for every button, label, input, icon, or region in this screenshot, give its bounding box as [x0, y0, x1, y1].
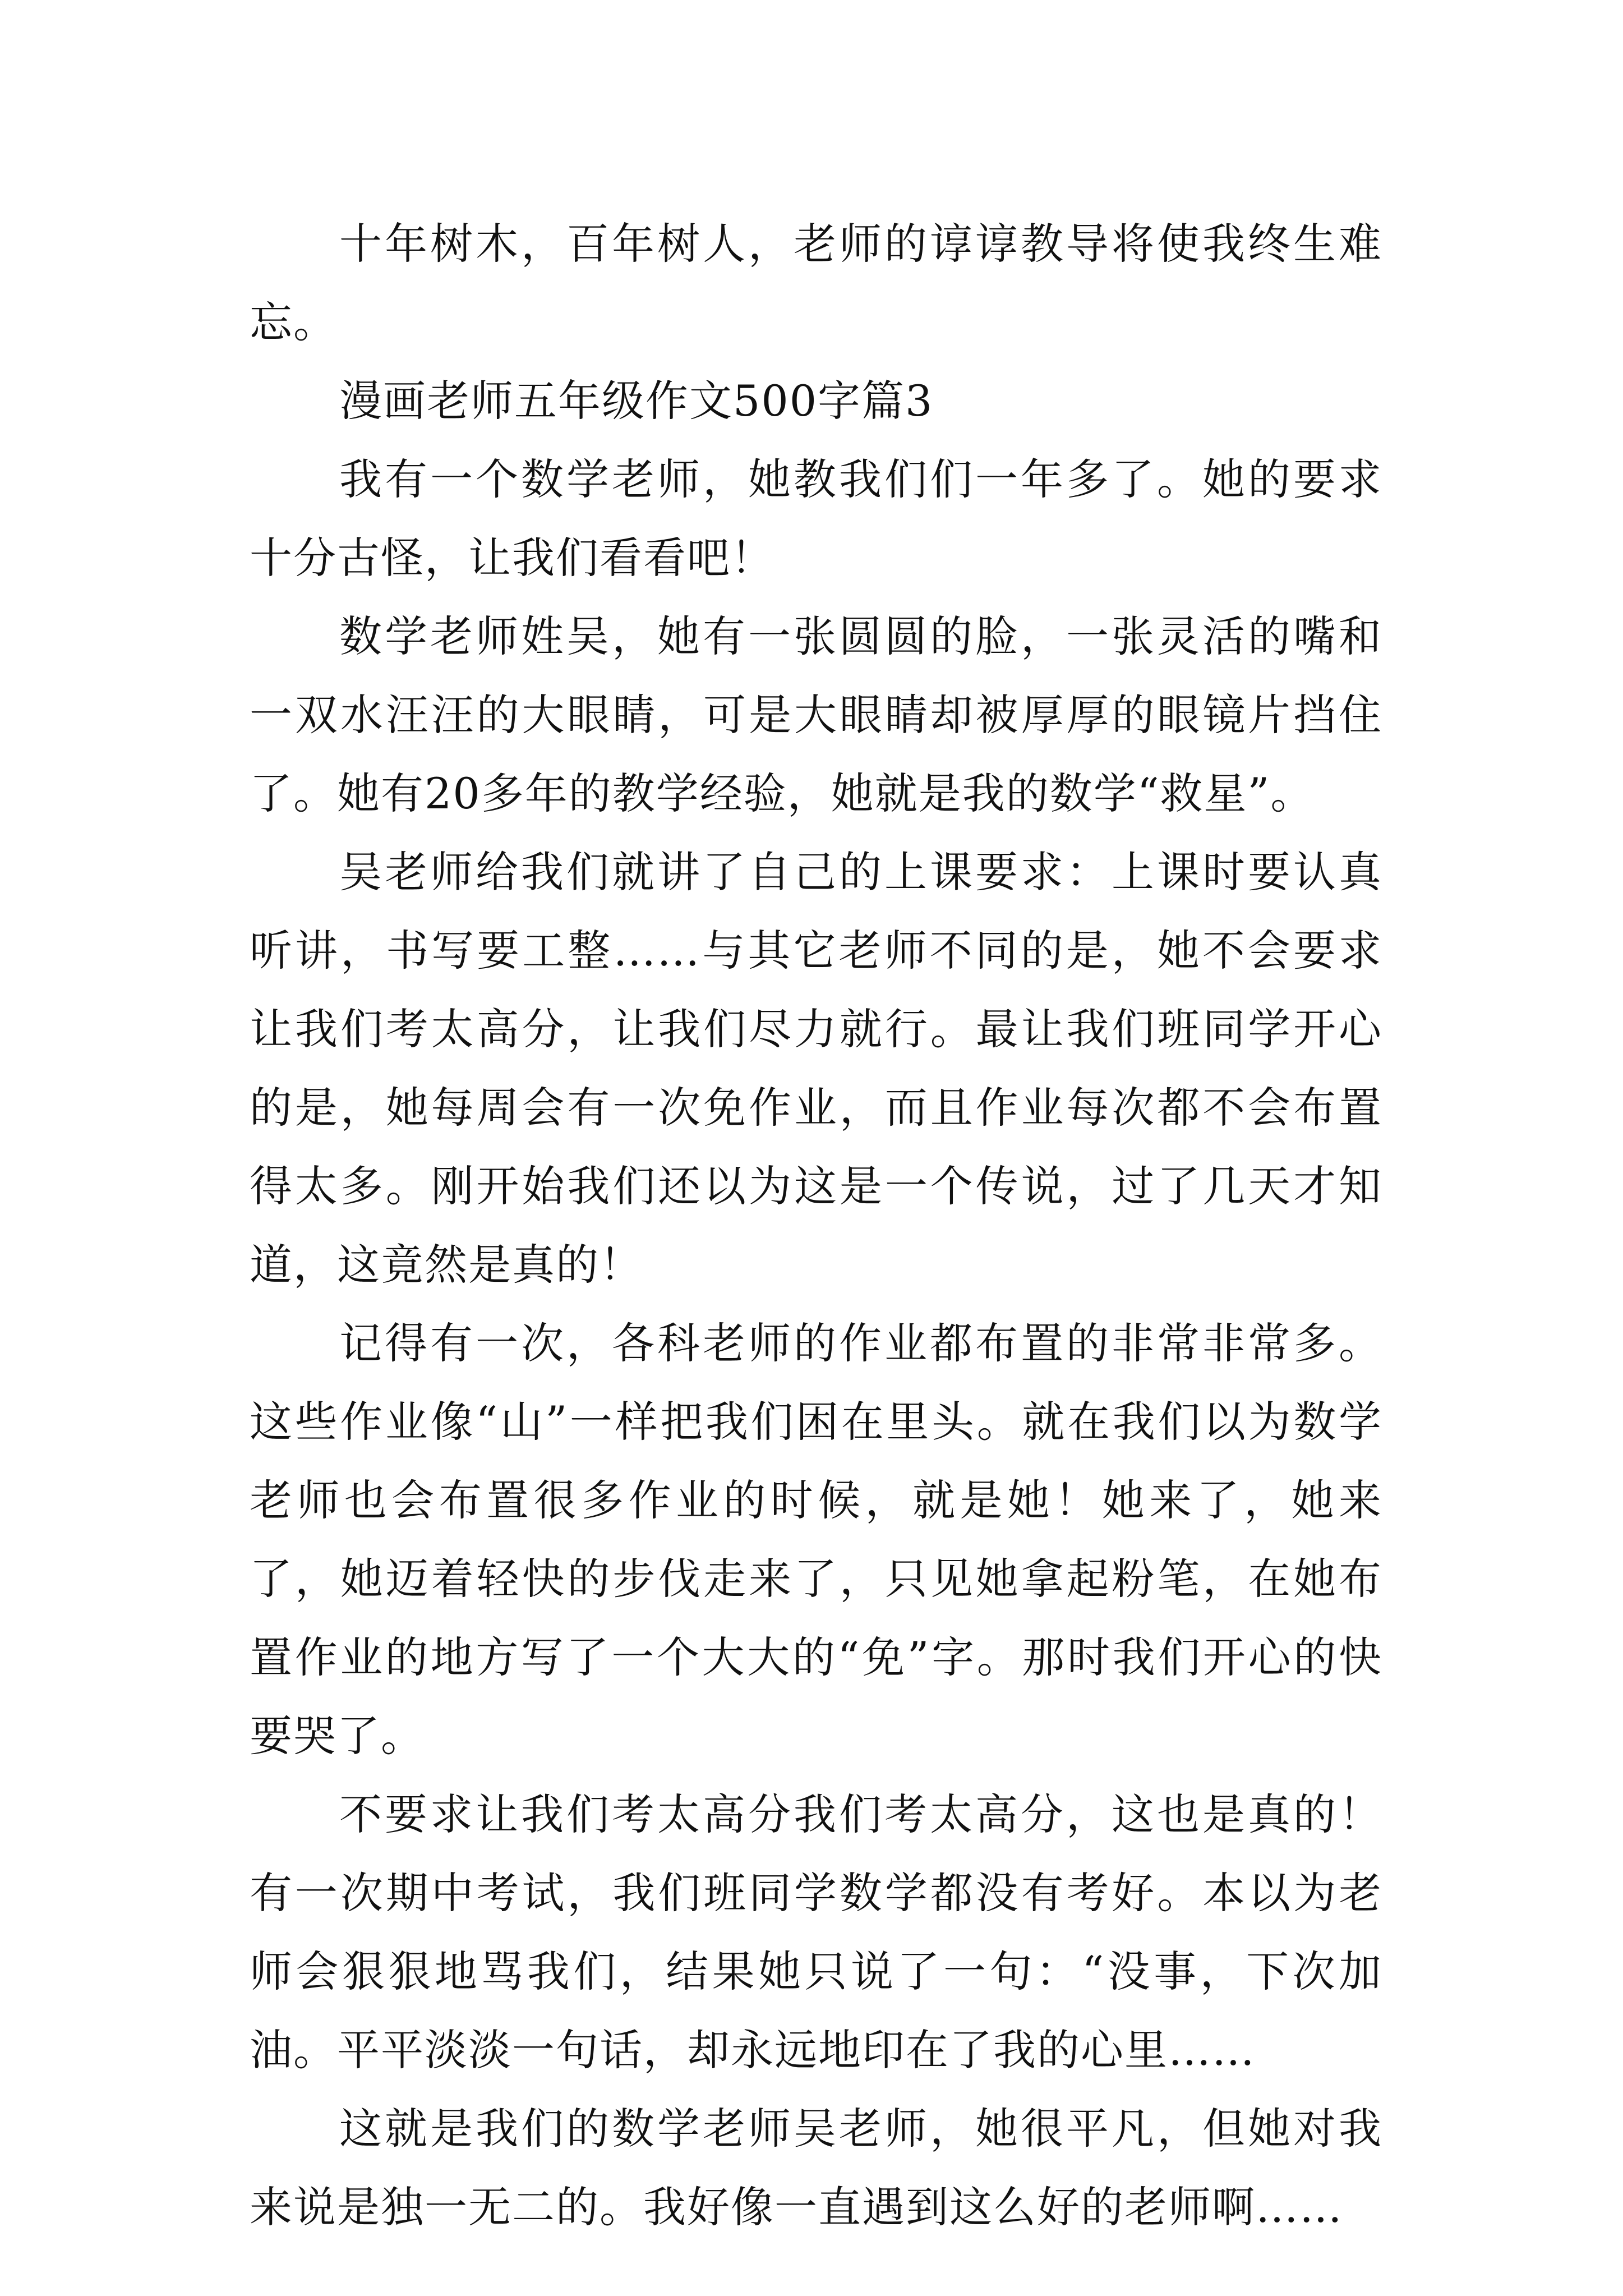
section-heading: 漫画老师五年级作文500字篇3: [339, 376, 934, 426]
paragraph: 这就是我们的数学老师吴老师，她很平凡，但她对我来说是独一无二的。我好像一直遇到这么好的老师啊……: [250, 2104, 1382, 2232]
paragraph: 记得有一次，各科老师的作业都布置的非常非常多。这些作业像“山”一样把我们困在里头。就在我们以为数学老师也会布置很多作业的时候，就是她！她来了，她来了，她迈着轻快的步伐走来了，只见她拿起粉笔，在她布置作业的地方写了一个大大的“免”字。那时我们开心的快要哭了。: [250, 1318, 1382, 1761]
paragraph: 不要求让我们考太高分我们考太高分，这也是真的！有一次期中考试，我们班同学数学都没有考好。本以为老师会狠狠地骂我们，结果她只说了一句：“没事，下次加油。平平淡淡一句话，却永远地印在了我的心里……: [250, 1789, 1382, 2075]
paragraph: 数学老师姓吴，她有一张圆圆的脸，一张灵活的嘴和一双水汪汪的大眼睛，可是大眼睛却被厚厚的眼镜片挡住了。她有20多年的教学经验，她就是我的数学“救星”。: [250, 611, 1382, 818]
paragraph: 我有一个数学老师，她教我们们一年多了。她的要求十分古怪，让我们看看吧！: [250, 454, 1382, 583]
paragraph: 十年树木，百年树人，老师的谆谆教导将使我终生难忘。: [250, 219, 1382, 347]
paragraph: 吴老师给我们就讲了自己的上课要求：上课时要认真听讲，书写要工整……与其它老师不同的是，她不会要求让我们考太高分，让我们尽力就行。最让我们班同学开心的是，她每周会有一次免作业，而且作业每次都不会布置得太多。刚开始我们还以为这是一个传说，过了几天才知道，这竟然是真的！: [250, 847, 1382, 1290]
document-body: [250, 205, 1382, 2247]
